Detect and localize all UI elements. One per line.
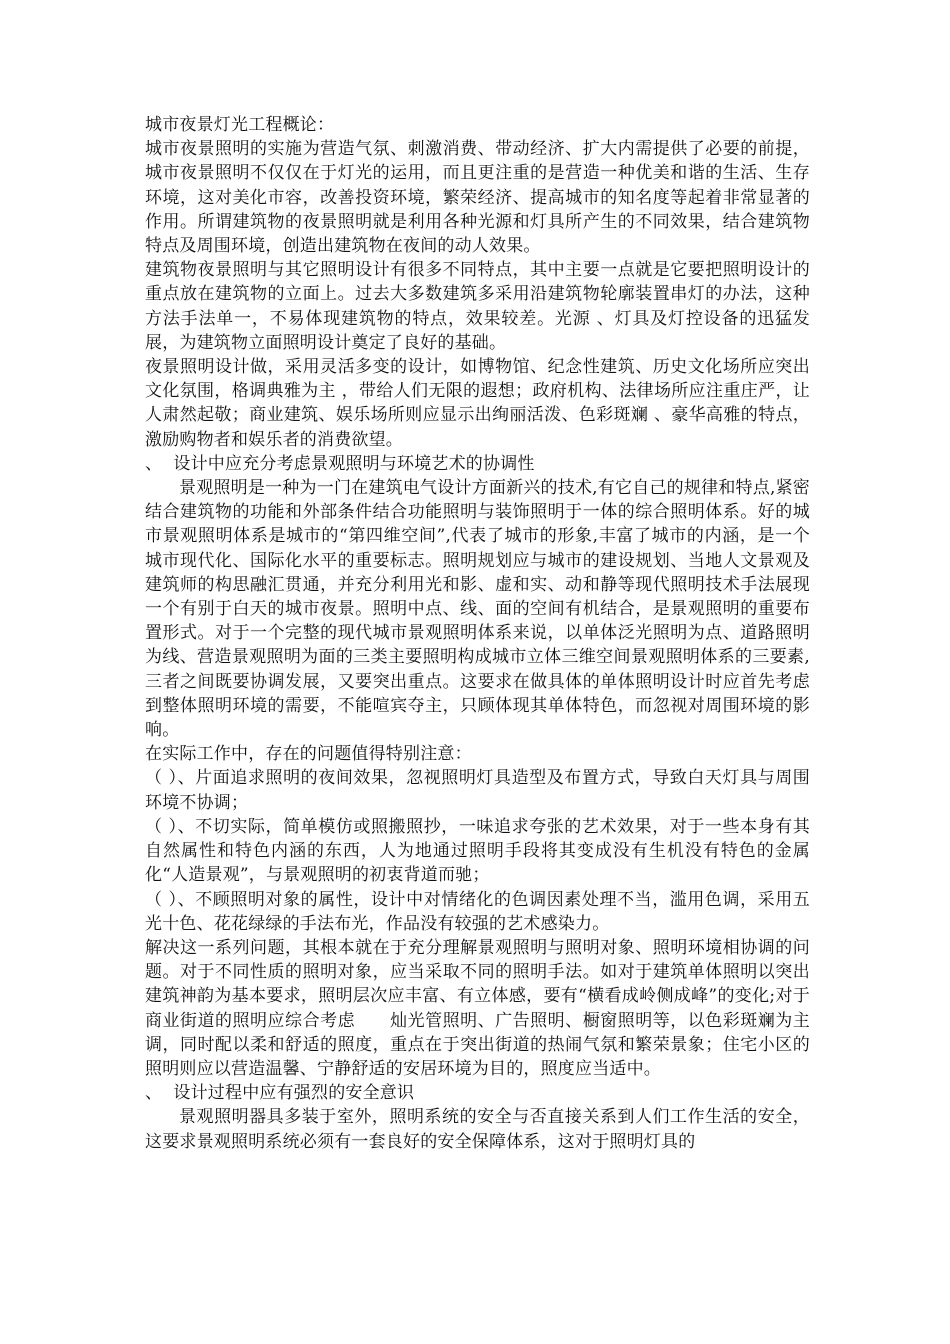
list-item-issue-3: （ ）、不顾照明对象的属性，设计中对情绪化的色调因素处理不当，滥用色调，采用五光十色、花花绿绿的手法布光，作品没有较强的艺术感染力。	[145, 889, 810, 934]
list-item-issue-1: （ ）、片面追求照明的夜间效果，忽视照明灯具造型及布置方式，导致白天灯具与周围环境不协调；	[145, 768, 810, 813]
paragraph-safety: 景观照明器具多装于室外，照明系统的安全与否直接关系到人们工作生活的安全，这要求景观照明系统必须有一套良好的安全保障体系，这对于照明灯具的	[145, 1107, 810, 1152]
paragraph-intro: 城市夜景照明的实施为营造气氛、刺激消费、带动经济、扩大内需提供了必要的前提，城市夜景照明不仅仅在于灯光的运用，而且更注重的是营造一种优美和谐的生活、生存环境，这对美化市容，改善投资环境，繁荣经济、提高城市的知名度等起着非常显著的作用。所谓建筑物的夜景照明就是利用各种光源和灯具所产生的不同效果，结合建筑物特点及周围环境，创造出建筑物在夜间的动人效果。	[145, 139, 810, 257]
paragraph-solution: 解决这一系列问题，其根本就在于充分理解景观照明与照明对象、照明环境相协调的问题。对于不同性质的照明对象，应当采取不同的照明手法。如对于建筑单体照明以突出建筑神韵为基本要求，照明层次应丰富、有立体感，要有“横看成岭侧成峰”的变化;对于商业街道的照明应综合考虑 灿光管照明、广告照明、橱窗照明等，以色彩斑斓为主调，同时配以柔和舒适的照度，重点在于突出街道的热闹气氛和繁荣景象；住宅小区的照明则应以营造温馨、宁静舒适的安居环境为目的，照度应当适中。	[145, 937, 810, 1079]
list-item-issue-2: （ ）、不切实际，简单模仿或照搬照抄，一味追求夸张的艺术效果，对于一些本身有其自然属性和特色内涵的东西，人为地通过照明手段将其变成没有生机没有特色的金属化“人造景观”，与景观照明的初衷背道而驰；	[145, 816, 810, 886]
paragraph-issues-intro: 在实际工作中，存在的问题值得特别注意：	[145, 744, 472, 765]
section-heading-harmony: 、 设计中应充分考虑景观照明与环境艺术的协调性	[145, 453, 535, 474]
paragraph-design-approach: 夜景照明设计做，采用灵活多变的设计，如博物馆、纪念性建筑、历史文化场所应突出文化氛围，格调典雅为主 ，带给人们无限的遐想；政府机构、法律场所应注重庄严，让人肃然起敬；商业建筑、娱乐场所则应显示出绚丽活泼、色彩斑斓 、豪华高雅的特点，激励购物者和娱乐者的消费欲望。	[145, 357, 810, 450]
paragraph-facade-lighting: 建筑物夜景照明与其它照明设计有很多不同特点，其中主要一点就是它要把照明设计的重点放在建筑物的立面上。过去大多数建筑多采用沿建筑物轮廓装置串灯的办法，这种方法手法单一，不易体现建筑物的特点，效果较差。光源 、灯具及灯控设备的迅猛发展，为建筑物立面照明设计奠定了良好的基础。	[145, 260, 810, 353]
document-body	[145, 113, 810, 1154]
document-title: 城市夜景灯光工程概论：	[145, 115, 335, 135]
section-heading-safety: 、 设计过程中应有强烈的安全意识	[145, 1083, 415, 1104]
paragraph-landscape-lighting: 景观照明是一种为一门在建筑电气设计方面新兴的技术,有它自己的规律和特点,紧密结合建筑物的功能和外部条件结合功能照明与装饰照明于一体的综合照明体系。好的城市景观照明体系是城市的“第四维空间”,代表了城市的形象,丰富了城市的内涵，是一个城市现代化、国际化水平的重要标志。照明规划应与城市的建设规划、当地人文景观及建筑师的构思融汇贯通，并充分利用光和影、虚和实、动和静等现代照明技术手法展现一个有别于白天的城市夜景。照明中点、线、面的空间有机结合，是景观照明的重要布置形式。对于一个完整的现代城市景观照明体系来说，以单体泛光照明为点、道路照明为线、营造景观照明为面的三类主要照明构成城市立体三维空间景观照明体系的三要素,三者之间既要协调发展，又要突出重点。这要求在做具体的单体照明设计时应首先考虑到整体照明环境的需要，不能喧宾夺主，只顾体现其单体特色，而忽视对周围环境的影响。	[145, 478, 810, 741]
